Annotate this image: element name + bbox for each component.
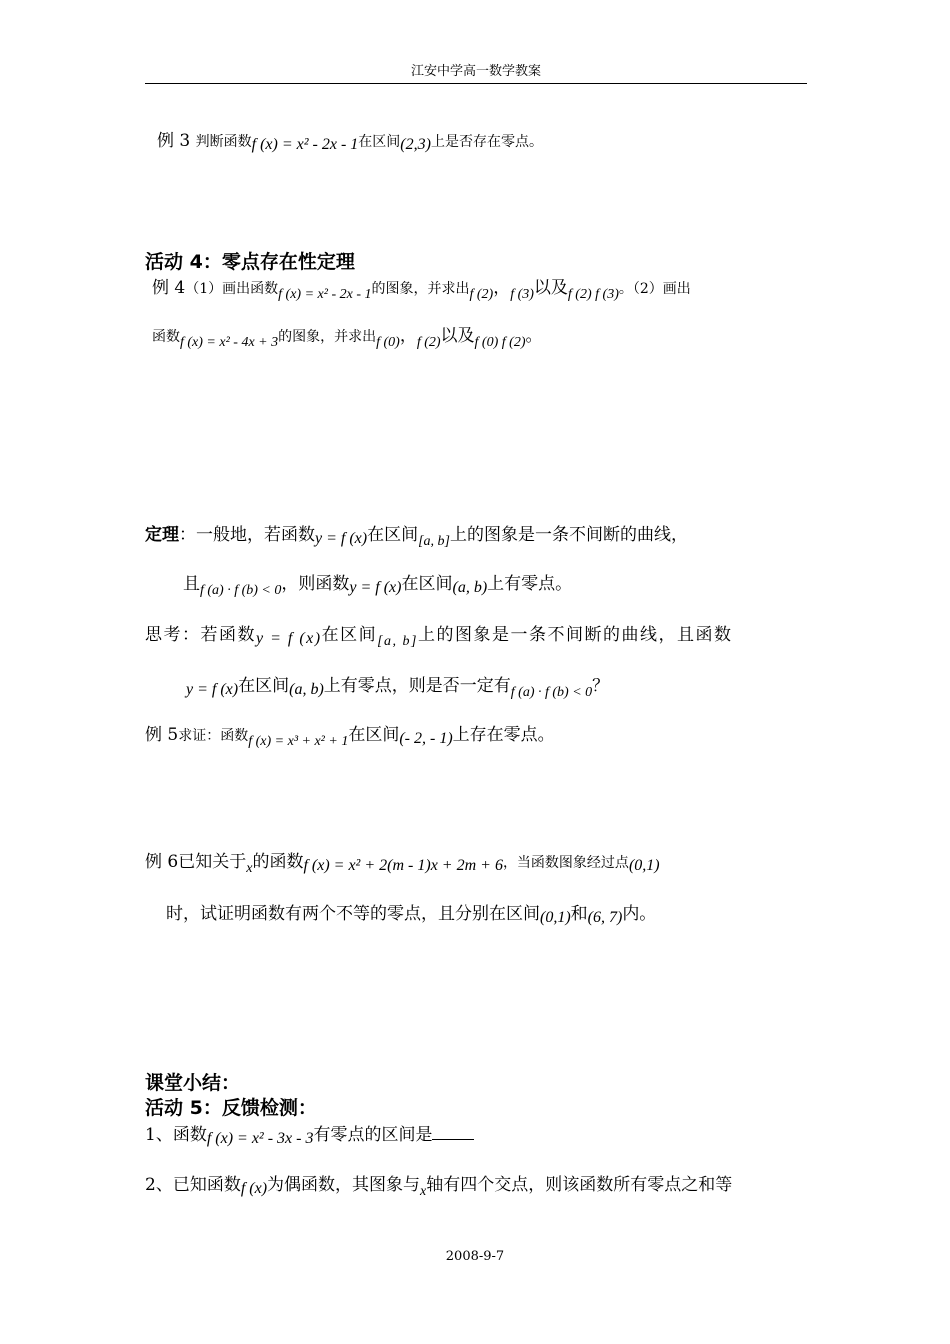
theorem-line-2: 且$_{f (a) \cdot f (b) < 0}$，则函数y = f (x)在区间(a, b)上有零点。 xyxy=(183,574,573,598)
example-6-line-2: 时，试证明函数有两个不等的零点，且分别在区间(0,1)和(6, 7)内。 xyxy=(166,904,657,926)
think-line-1: 思考：若函数y = f (x)在区间$_{[a, b]}$上的图象是一条不间断的曲线，且函数 xyxy=(145,625,733,649)
activity-5-heading: 活动 5：反馈检测： xyxy=(145,1097,317,1119)
example-5: 例 5求证：函数$_{f (x) = x^3 + x^2 + 1}$在区间(- 2, - 1)上存在零点。 xyxy=(145,725,555,749)
theorem-line-1: 定理：一般地，若函数y = f (x)在区间$_{[a, b]}$上的图象是一条不间断的曲线， xyxy=(145,525,689,549)
think-line-2: y = f (x)在区间(a, b)上有零点，则是否一定有$_{f (a) \cdot f (b) < 0}$？ xyxy=(186,676,610,700)
example-4-line-2: 函数$_{f (x) = x^2 - 4x + 3}$的图象，并求出$_{f (0)}$，$_{f (2)}$以及$_{f (0) f (2)}$。 xyxy=(152,326,543,350)
summary-heading: 课堂小结： xyxy=(145,1072,241,1094)
page-footer-date: 2008-9-7 xyxy=(445,1249,505,1264)
header-rule xyxy=(145,83,807,84)
example-3-label: 例 3 xyxy=(157,131,191,151)
example-6-line-1: 例 6已知关于$_x$的函数f (x) = x² + 2(m - 1)x + 2m + 6，当函数图象经过点(0,1) xyxy=(145,852,660,876)
question-2: 2、已知函数f (x)为偶函数，其图象与$_x$轴有四个交点，则该函数所有零点之和等 xyxy=(145,1175,733,1199)
answer-blank xyxy=(432,1125,474,1140)
question-1: 1、函数f (x) = x² - 3x - 3有零点的区间是 xyxy=(145,1124,474,1147)
page-header: 江安中学高一数学教案 xyxy=(410,64,541,79)
example-3: 例 3 判断函数f (x) = x² - 2x - 1在区间(2,3)上是否存在零点。 xyxy=(157,131,543,153)
example-4-line-1: 例 4（1）画出函数$_{f (x) = x^2 - 2x - 1}$的图象，并求出$_{f (2)}$，$_{f (3)}$以及$_{f (2) f (3)}$。（2）画出 xyxy=(152,278,691,302)
activity-4-heading: 活动 4：零点存在性定理 xyxy=(145,251,355,273)
theorem-label: 定理 xyxy=(145,525,179,545)
